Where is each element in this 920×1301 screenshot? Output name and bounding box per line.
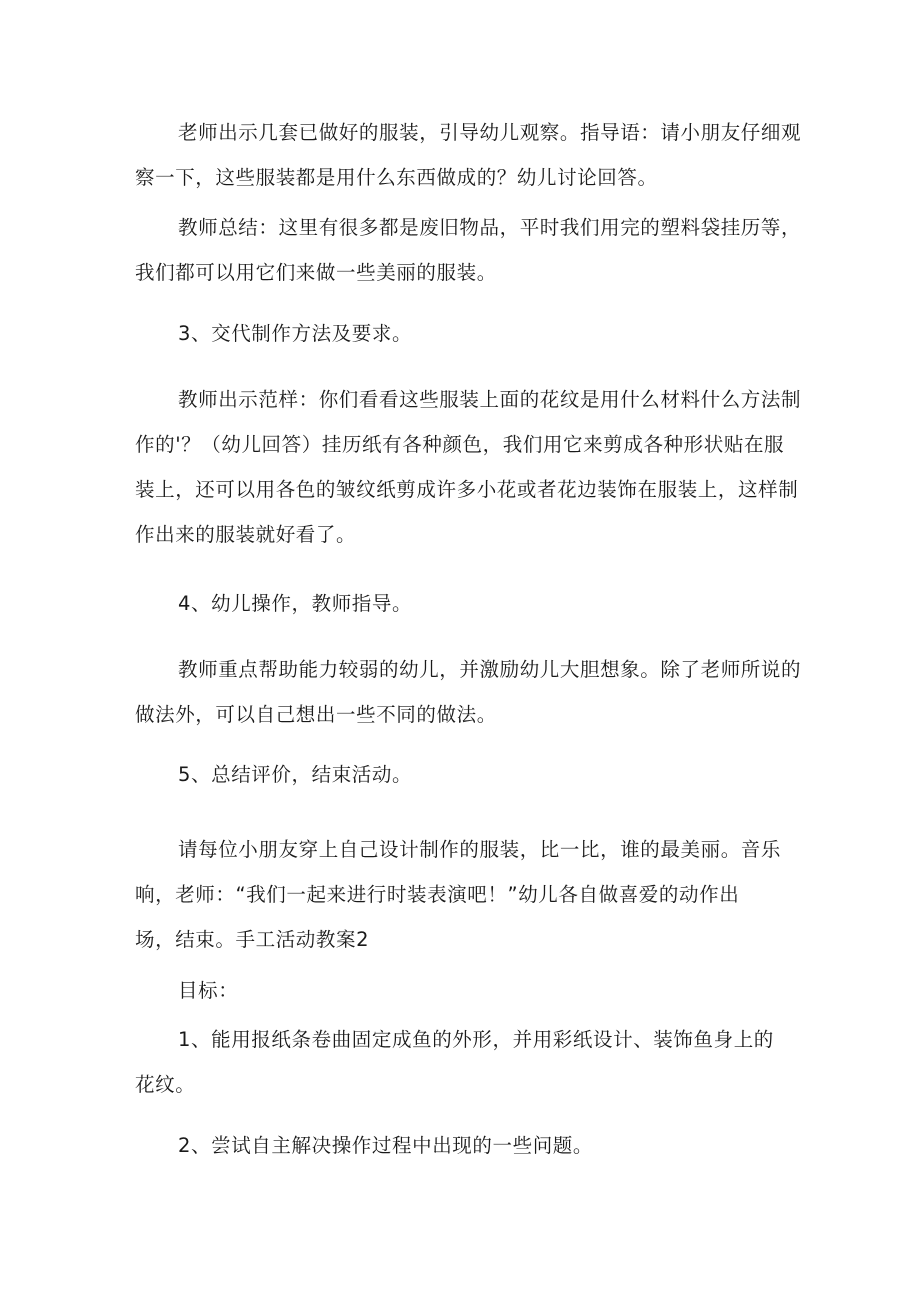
text-line: 花纹。 <box>135 1073 196 1096</box>
text-line: 目标： <box>178 979 239 1002</box>
text-line: 作的'？（幼儿回答）挂历纸有各种颜色，我们用它来剪成各种形状贴在服 <box>135 433 785 456</box>
text-line: 教师出示范样：你们看看这些服装上面的花纹是用什么材料什么方法制 <box>178 388 802 411</box>
text-line: 2、尝试自主解决操作过程中出现的一些问题。 <box>178 1134 594 1157</box>
paragraph-goal-1 <box>135 1017 795 1107</box>
paragraph-observe-costumes <box>135 110 802 200</box>
paragraph-fashion-show <box>135 827 795 962</box>
paragraph-teacher-guidance <box>135 647 802 737</box>
heading-step-4 <box>135 581 795 626</box>
heading-step-5 <box>135 752 795 797</box>
paragraph-teacher-summary <box>135 205 802 295</box>
text-line: 响，老师：“我们一起来进行时装表演吧！”幼儿各自做喜爱的动作出 <box>135 883 740 906</box>
text-line: 老师出示几套已做好的服装，引导幼儿观察。指导语：请小朋友仔细观 <box>178 121 802 144</box>
text-line: 做法外，可以自己想出一些不同的做法。 <box>135 703 497 726</box>
text-line: 1、能用报纸条卷曲固定成鱼的外形，并用彩纸设计、装饰鱼身上的 <box>178 1028 774 1051</box>
paragraph-teacher-demo <box>135 377 802 557</box>
text-line: 4、幼儿操作，教师指导。 <box>178 592 413 615</box>
text-line: 装上，还可以用各色的皱纹纸剪成许多小花或者花边装饰在服装上，这样制 <box>135 478 799 501</box>
text-line: 教师总结：这里有很多都是废旧物品，平时我们用完的塑料袋挂历等， <box>178 216 802 239</box>
heading-goals <box>135 968 795 1013</box>
paragraph-goal-2 <box>135 1123 795 1168</box>
text-line: 3、交代制作方法及要求。 <box>178 322 413 345</box>
text-line: 5、总结评价，结束活动。 <box>178 763 413 786</box>
text-line: 作出来的服装就好看了。 <box>135 523 357 546</box>
text-line: 教师重点帮助能力较弱的幼儿，并激励幼儿大胆想象。除了老师所说的 <box>178 658 802 681</box>
heading-step-3 <box>135 311 795 356</box>
text-line: 察一下，这些服装都是用什么东西做成的？幼儿讨论回答。 <box>135 166 658 189</box>
text-line: 场，结束。手工活动教案2 <box>135 928 370 951</box>
text-line: 请每位小朋友穿上自己设计制作的服装，比一比，谁的最美丽。音乐 <box>178 838 782 861</box>
text-line: 我们都可以用它们来做一些美丽的服装。 <box>135 261 497 284</box>
